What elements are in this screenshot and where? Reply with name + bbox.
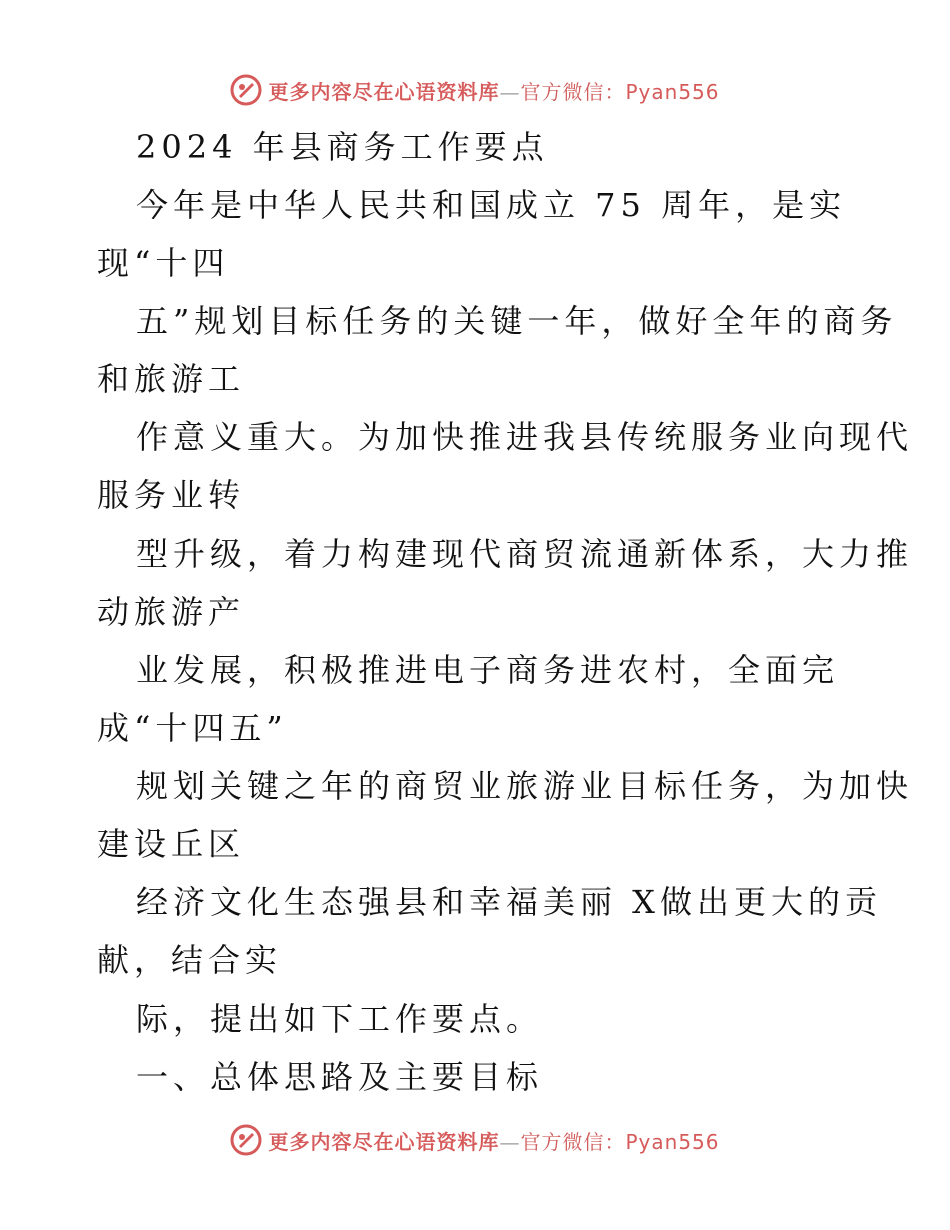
- document-title: 2024 年县商务工作要点: [136, 128, 549, 166]
- body-line: 际，提出如下工作要点。: [136, 1000, 544, 1038]
- footer-banner: [0, 1120, 950, 1160]
- body-line: 动旅游产: [97, 593, 246, 631]
- banner-wechat-label: 官方微信：: [520, 79, 626, 104]
- banner-dash: —: [499, 1129, 521, 1154]
- logo-icon: [230, 74, 262, 106]
- logo-icon: [230, 1124, 262, 1156]
- section-heading: 一、总体思路及主要目标: [136, 1058, 544, 1096]
- header-banner: [0, 70, 950, 110]
- banner-wechat-id: Pyan556: [625, 1129, 720, 1154]
- body-line: 五”规划目标任务的关键一年，做好全年的商务: [136, 302, 898, 340]
- body-line: 业发展，积极推进电子商务进农村，全面完: [136, 651, 840, 689]
- body-line: 献，结合实: [97, 941, 283, 979]
- body-line: 作意义重大。为加快推进我县传统服务业向现代: [136, 418, 914, 456]
- banner-wechat-id: Pyan556: [625, 79, 720, 104]
- banner-wechat-label: 官方微信：: [520, 1129, 626, 1154]
- banner-dash: —: [499, 79, 521, 104]
- body-line: 型升级，着力构建现代商贸流通新体系，大力推: [136, 535, 914, 573]
- banner-main-text: 更多内容尽在心语资料库: [268, 1129, 500, 1154]
- body-line: 现“十四: [97, 244, 230, 282]
- body-line: 成“十四五”: [97, 709, 288, 747]
- banner-main-text: 更多内容尽在心语资料库: [268, 79, 500, 104]
- body-line: 今年是中华人民共和国成立 75 周年，是实: [136, 186, 847, 224]
- body-line: 经济文化生态强县和幸福美丽 X做出更大的贡: [136, 883, 882, 921]
- body-line: 规划关键之年的商贸业旅游业目标任务，为加快: [136, 767, 914, 805]
- body-line: 和旅游工: [97, 360, 246, 398]
- body-line: 建设丘区: [97, 825, 246, 863]
- body-line: 服务业转: [97, 476, 246, 514]
